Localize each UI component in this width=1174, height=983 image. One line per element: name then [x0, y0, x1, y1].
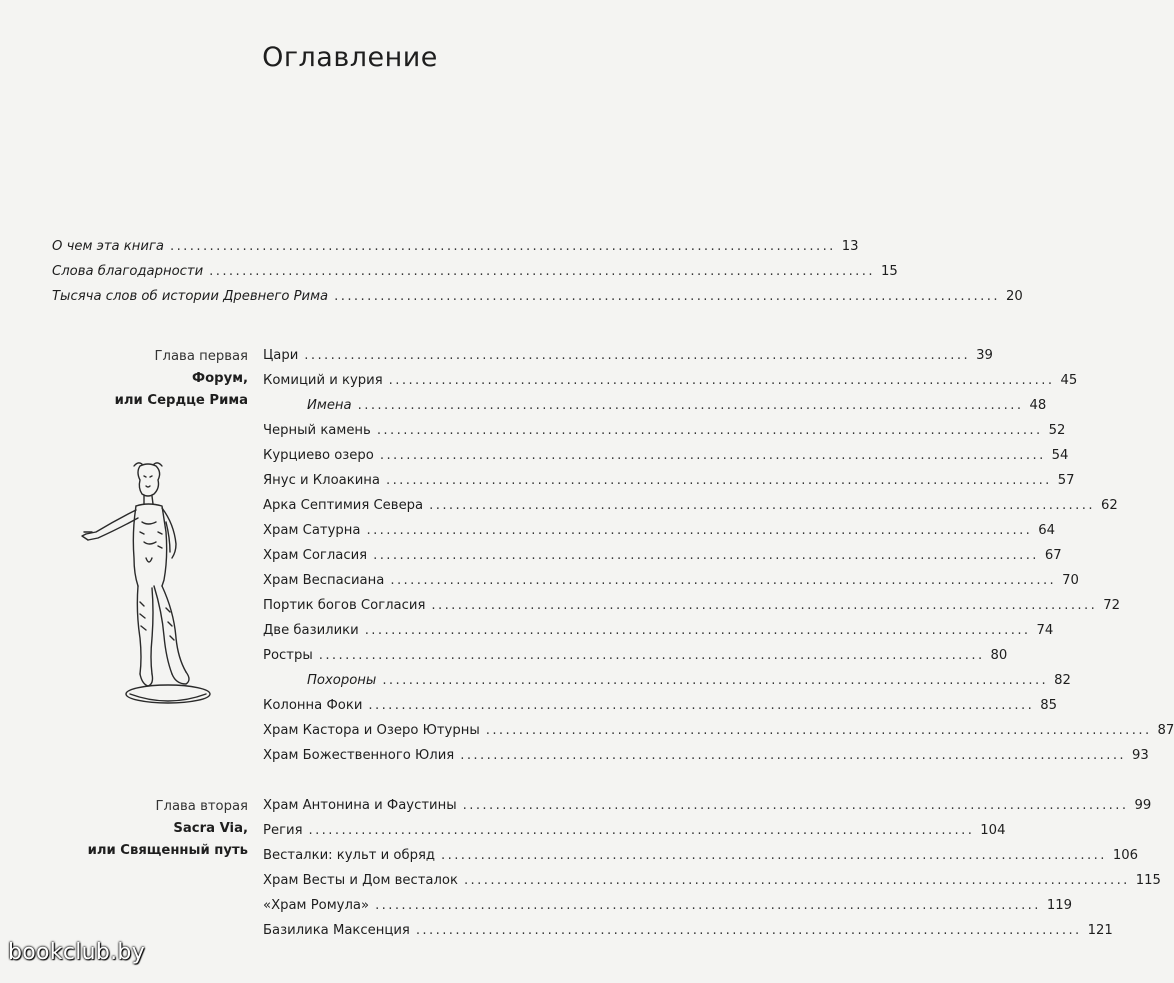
toc-entry-page: 48 — [1029, 398, 1047, 413]
toc-entry — [263, 473, 1075, 493]
toc-entry-page: 57 — [1057, 473, 1075, 488]
toc-entry-title: Арка Септимия Севера — [263, 498, 424, 513]
toc-entry-title: Храм Весты и Дом весталок — [263, 873, 458, 888]
toc-entry-title: Имена — [307, 398, 352, 413]
toc-entry-page: 15 — [880, 264, 898, 279]
toc-entry-page: 93 — [1132, 748, 1149, 763]
toc-entry — [263, 898, 1073, 918]
toc-leader: ..................................................................................................... — [366, 523, 1033, 538]
toc-leader: ..................................................................................................... — [169, 239, 836, 254]
toc-leader: ..................................................................................................... — [308, 823, 975, 838]
toc-entry-page: 54 — [1051, 448, 1069, 463]
chapter-label — [88, 796, 248, 862]
toc-leader: ..................................................................................................... — [375, 898, 1041, 913]
toc-entry — [263, 748, 1149, 768]
toc-entry — [263, 498, 1118, 518]
toc-entry-title: Базилика Максенция — [263, 923, 410, 938]
chapter-title-line1: Форум, — [192, 371, 248, 386]
watermark-text: bookclub.by — [8, 940, 146, 965]
toc-leader: ..................................................................................................... — [368, 698, 1035, 713]
toc-entry — [263, 873, 1161, 893]
chapter-title-line1: Sacra Via, — [173, 821, 248, 836]
toc-entry-title: Цари — [263, 348, 299, 363]
toc-entry-title: Колонна Фоки — [263, 698, 363, 713]
toc-entry — [263, 598, 1120, 618]
toc-entry — [263, 698, 1057, 718]
toc-entry — [263, 798, 1152, 818]
toc-entry — [263, 723, 1174, 743]
toc-entry-page: 20 — [1005, 289, 1023, 304]
toc-entry-page: 106 — [1112, 848, 1138, 863]
toc-leader: ..................................................................................................... — [304, 348, 971, 363]
page-title: Оглавление — [262, 42, 438, 73]
chapter-title-line2: или Сердце Рима — [114, 393, 248, 408]
toc-leader: ..................................................................................................... — [441, 848, 1107, 863]
toc-entry — [52, 264, 898, 284]
toc-entry-title: Храм Божественного Юлия — [263, 748, 455, 763]
toc-leader: ..................................................................................................... — [485, 723, 1152, 738]
toc-entry-page: 85 — [1040, 698, 1057, 713]
toc-entry-page: 62 — [1100, 498, 1118, 513]
toc-entry-page: 45 — [1060, 373, 1078, 388]
toc-entry — [52, 289, 1023, 309]
toc-leader: ..................................................................................................... — [429, 498, 1095, 513]
toc-leader: ..................................................................................................... — [376, 423, 1043, 438]
chapter-label — [115, 346, 248, 412]
toc-entry-title: Храм Сатурна — [263, 523, 361, 538]
toc-entry — [307, 673, 1071, 693]
toc-entry-page: 70 — [1062, 573, 1079, 588]
toc-entry-title: Храм Антонина и Фаустины — [263, 798, 457, 813]
toc-entry-page: 72 — [1103, 598, 1120, 613]
toc-entry — [263, 823, 1006, 843]
toc-entry — [263, 423, 1066, 443]
toc-leader: ..................................................................................................... — [431, 598, 1098, 613]
toc-leader: ..................................................................................................... — [364, 623, 1031, 638]
chapter-number: Глава вторая — [155, 799, 248, 814]
toc-entry-title: Храм Кастора и Озеро Ютурны — [263, 723, 480, 738]
toc-entry-title: Храм Веспасиана — [263, 573, 385, 588]
toc-leader: ..................................................................................................... — [415, 923, 1082, 938]
toc-entry — [263, 373, 1078, 393]
toc-entry — [263, 348, 993, 368]
toc-leader: ..................................................................................................... — [379, 448, 1046, 463]
toc-entry-title: Тысяча слов об истории Древнего Рима — [52, 289, 329, 304]
toc-entry-title: Слова благодарности — [52, 264, 204, 279]
toc-entry — [263, 623, 1054, 643]
toc-entry-title: Янус и Клоакина — [263, 473, 380, 488]
toc-entry-title: Курциево озеро — [263, 448, 374, 463]
toc-entry-title: «Храм Ромула» — [263, 898, 370, 913]
toc-leader: ..................................................................................................... — [373, 548, 1039, 563]
toc-entry-page: 121 — [1087, 923, 1113, 938]
toc-entry-title: Комиций и курия — [263, 373, 383, 388]
toc-leader: ..................................................................................................... — [334, 289, 1000, 304]
toc-entry — [263, 548, 1062, 568]
toc-entry — [263, 523, 1056, 543]
toc-entry — [263, 848, 1138, 868]
toc-entry-page: 119 — [1046, 898, 1073, 913]
toc-leader: ..................................................................................................... — [390, 573, 1057, 588]
statue-illustration — [82, 462, 222, 717]
toc-leader: ..................................................................................................... — [209, 264, 875, 279]
chapter-number: Глава первая — [154, 349, 248, 364]
toc-entry-title: Весталки: культ и обряд — [263, 848, 436, 863]
toc-entry — [307, 398, 1047, 418]
toc-entry-page: 87 — [1157, 723, 1174, 738]
toc-leader: ..................................................................................................... — [318, 648, 985, 663]
toc-leader: ..................................................................................................... — [357, 398, 1024, 413]
toc-entry-title: О чем эта книга — [52, 239, 164, 254]
toc-entry — [263, 448, 1069, 468]
toc-entry-title: Похороны — [307, 673, 377, 688]
toc-entry-title: Две базилики — [263, 623, 359, 638]
toc-entry-page: 74 — [1036, 623, 1054, 638]
toc-entry — [263, 648, 1008, 668]
toc-entry-title: Ростры — [263, 648, 313, 663]
toc-entry-page: 52 — [1048, 423, 1066, 438]
toc-entry-title: Храм Согласия — [263, 548, 368, 563]
toc-leader: ..................................................................................................... — [385, 473, 1052, 488]
toc-leader: ..................................................................................................... — [460, 748, 1127, 763]
toc-entry-page: 99 — [1134, 798, 1152, 813]
toc-entry-page: 13 — [841, 239, 859, 254]
toc-entry-page: 39 — [976, 348, 993, 363]
chapter-title-line2: или Священный путь — [87, 843, 248, 858]
toc-leader: ..................................................................................................... — [382, 673, 1049, 688]
toc-entry-page: 104 — [980, 823, 1006, 838]
toc-entry — [263, 923, 1113, 943]
toc-entry-page: 80 — [990, 648, 1008, 663]
toc-entry-title: Портик богов Согласия — [263, 598, 426, 613]
toc-entry — [263, 573, 1079, 593]
toc-entry-title: Регия — [263, 823, 303, 838]
toc-leader: ..................................................................................................... — [462, 798, 1129, 813]
toc-entry-page: 64 — [1038, 523, 1056, 538]
toc-entry-page: 67 — [1044, 548, 1062, 563]
toc-entry-page: 82 — [1054, 673, 1071, 688]
toc-leader: ..................................................................................................... — [388, 373, 1055, 388]
toc-leader: ..................................................................................................... — [463, 873, 1130, 888]
toc-entry — [52, 239, 859, 259]
toc-entry-title: Черный камень — [263, 423, 371, 438]
toc-entry-page: 115 — [1135, 873, 1161, 888]
